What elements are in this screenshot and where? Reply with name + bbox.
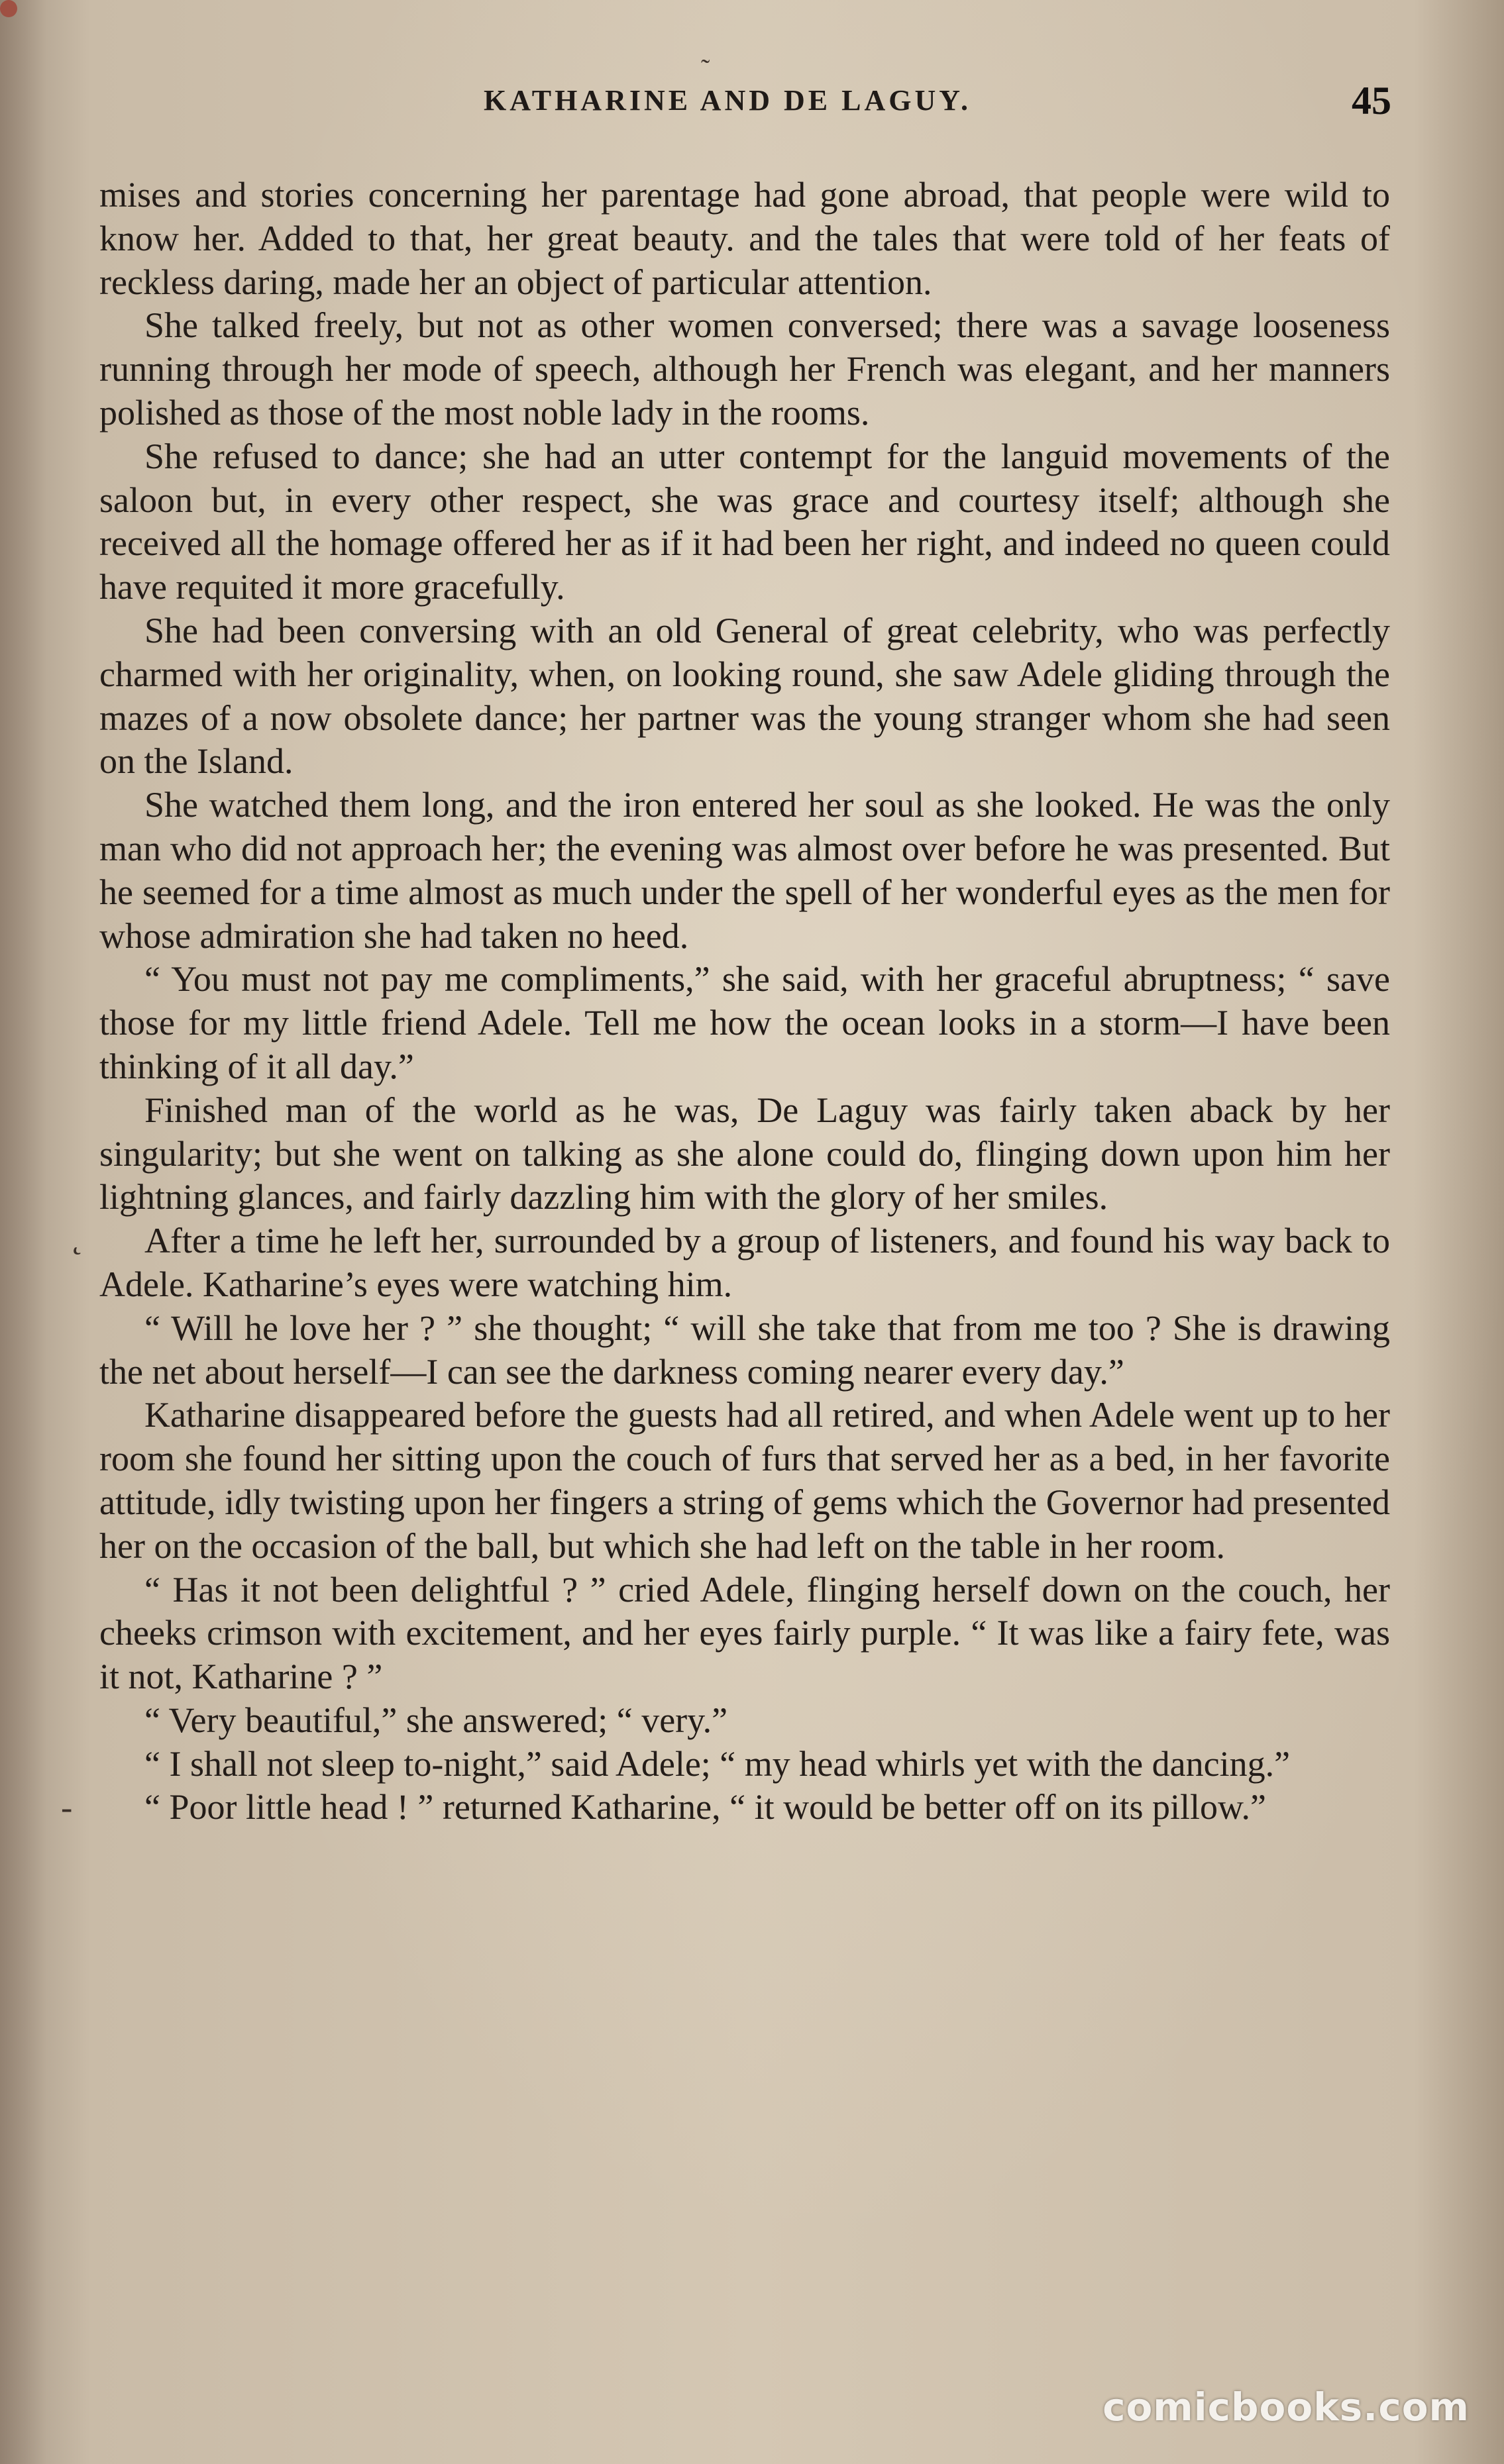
margin-tick-mark: ˛ xyxy=(72,1218,83,1256)
stray-ink-mark: ˜ xyxy=(701,54,710,83)
page-number: 45 xyxy=(1352,79,1391,123)
paragraph: After a time he left her, surrounded by a group of listeners, and found his way back to Adele. Katharine’s eyes were watching him. xyxy=(99,1221,1390,1304)
paragraph: She refused to dance; she had an utter contempt for the languid movements of the saloon but, in every other respect, she was grace and courtesy itself; although she received all the homage offered her as if it had been her right, and indeed no queen could have requited it more gracefully. xyxy=(99,436,1390,607)
watermark: comicbooks.com xyxy=(1102,2385,1470,2430)
paragraph: “ I shall not sleep to-night,” said Adele; “ my head whirls yet with the dancing.” xyxy=(144,1743,1291,1784)
paragraph: She watched them long, and the iron entered her soul as she looked. He was the only man who did not approach her; the evening was almost over before he was presented. But he seemed for a time almost as much under the spell of her wonderful eyes as the men for whose admiration she had taken no heed. xyxy=(99,785,1390,956)
paragraph: Katharine disappeared before the guests had all retired, and when Adele went up to her room she found her sitting upon the couch of furs that served her as a bed, in her favorite attitude, idly twisting upon her fingers a string of gems which the Governor had presented her on the occasion of the ball, but which she had left on the table in her room. xyxy=(99,1395,1390,1566)
paragraph: “ Poor little head ! ” returned Katharine, “ it would be better off on its pillow.” xyxy=(144,1787,1266,1827)
body-text xyxy=(99,174,1390,1829)
paragraph: “ You must not pay me compliments,” she said, with her graceful abruptness; “ save those for my little friend Adele. Tell me how the ocean looks in a storm—I have been thinking of it all day.” xyxy=(99,959,1390,1086)
margin-dash-mark: - xyxy=(61,1789,73,1827)
paragraph: “ Will he love her ? ” she thought; “ will she take that from me too ? She is drawing the net about herself—I can see the darkness coming nearer every day.” xyxy=(99,1308,1390,1392)
running-head-title: KATHARINE AND DE LAGUY. xyxy=(484,84,971,117)
paragraph: She had been conversing with an old General of great celebrity, who was perfectly charmed with her originality, when, on looking round, she saw Adele gliding through the mazes of a now obsolete dance; her partner was the young stranger whom she had seen on the Island. xyxy=(99,610,1390,782)
paragraph: “ Has it not been delightful ? ” cried Adele, flinging herself down on the couch, her cheeks crimson with excitement, and her eyes fairly purple. “ It was like a fairy fete, was it not, Katharine ? ” xyxy=(99,1569,1390,1697)
spine-shadow xyxy=(0,0,46,2464)
paragraph: “ Very beautiful,” she answered; “ very.” xyxy=(144,1700,728,1740)
paragraph: She talked freely, but not as other women conversed; there was a savage looseness running through her mode of speech, although her French was elegant, and her manners polished as those of the most noble lady in the rooms. xyxy=(99,305,1390,433)
paragraph: mises and stories concerning her parentage had gone abroad, that people were wild to know her. Added to that, her great beauty. and the tales that were told of her feats of reckless daring, made her an object of particular attention. xyxy=(99,175,1390,302)
ink-blot xyxy=(0,0,17,17)
paragraph: Finished man of the world as he was, De Laguy was fairly taken aback by her singularity; but she went on talking as she alone could do, flinging down upon him her lightning glances, and fairly dazzling him with the glory of her smiles. xyxy=(99,1090,1390,1217)
running-head xyxy=(99,78,1391,131)
